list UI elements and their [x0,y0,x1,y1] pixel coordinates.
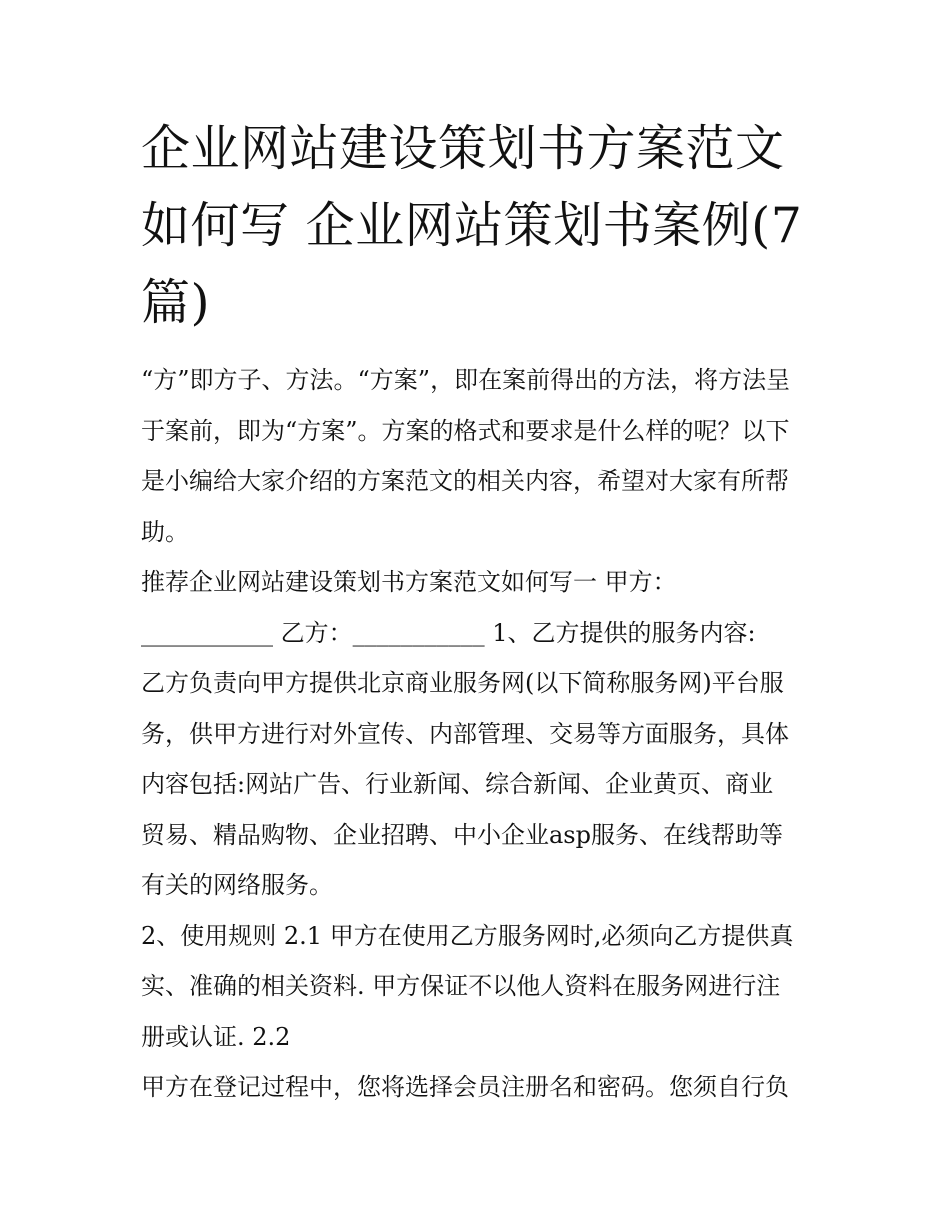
title-line: 企业网站建设策划书方案范文 [141,120,785,177]
registration-paragraph [141,1062,821,1113]
text-line: 是小编给大家介绍的方案范文的相关内容，希望对大家有所帮 [141,467,789,495]
document-page [141,110,821,1113]
text-line: ___________ 乙方：___________ 1、乙方提供的服务内容: [141,618,756,647]
title-line: 篇) [141,274,211,331]
text-line: 推荐企业网站建设策划书方案范文如何写一 甲方： [141,568,677,596]
intro-paragraph [141,355,821,557]
text-line: 册或认证. 2.2 [141,1022,291,1051]
text-line: 甲方在登记过程中，您将选择会员注册名和密码。您须自行负 [141,1073,789,1101]
text-line: 实、准确的相关资料. 甲方保证不以他人资料在服务网进行注 [141,972,781,1000]
text-line: 贸易、精品购物、企业招聘、中小企业asp服务、在线帮助等 [141,820,783,849]
usage-rules-paragraph [141,911,821,1063]
title-line: 如何写 企业网站策划书案例(7 [141,197,803,254]
text-line: 务，供甲方进行对外宣传、内部管理、交易等方面服务，具体 [141,719,789,748]
text-line: 助。 [141,517,189,546]
text-line: 有关的网络服务。 [141,871,333,899]
document-title [141,110,821,341]
text-line: “方”即方子、方法。“方案”，即在案前得出的方法，将方法呈 [141,366,791,394]
service-content-paragraph [141,557,821,911]
text-line: 乙方负责向甲方提供北京商业服务网(以下简称服务网)平台服 [141,669,784,697]
text-line: 内容包括:网站广告、行业新闻、综合新闻、企业黄页、商业 [141,770,774,798]
text-line: 于案前，即为“方案”。方案的格式和要求是什么样的呢？以下 [141,416,790,445]
text-line: 2、使用规则 2.1 甲方在使用乙方服务网时,必须向乙方提供真 [141,921,794,950]
